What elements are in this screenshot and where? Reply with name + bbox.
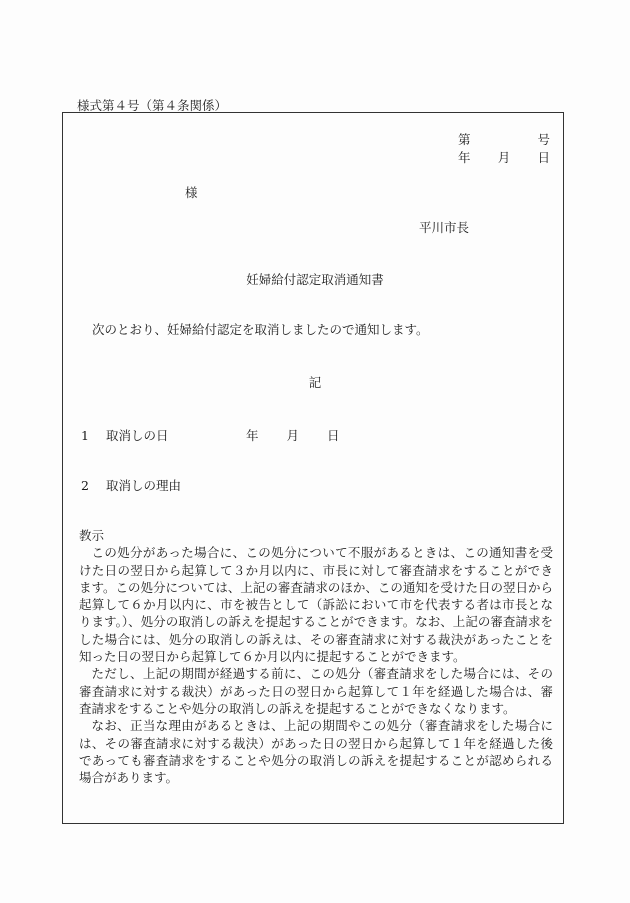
date-day: 日: [537, 150, 550, 165]
item-cancel-reason: [81, 476, 181, 494]
ki-heading: 記: [308, 375, 322, 390]
issuer: 平川市長: [419, 220, 470, 235]
issue-date-line: [458, 148, 550, 166]
item-number: 2: [81, 478, 89, 493]
notice-heading: 教示: [79, 528, 105, 543]
form-label: 様式第４号（第４条関係）: [77, 98, 228, 113]
number-suffix: 号: [537, 132, 550, 147]
appeal-notice: [79, 527, 553, 786]
intro-text: 次のとおり、妊婦給付認定を取消しましたので通知します。: [92, 322, 429, 337]
date-month: 月: [286, 428, 300, 443]
item-cancel-date: [81, 426, 368, 444]
item-label: 取消しの日: [106, 428, 169, 443]
date-day: 日: [327, 428, 340, 443]
document-number-line: [458, 130, 550, 148]
notice-paragraph: なお、正当な理由があるときは、上記の期間やこの処分（審査請求をした場合には、その審査請求に対する裁決）があった日の翌日から起算して１年を経過した後であっても審査請求をすることや処分の取消しの訴えを提起することが認められる場合があります。: [79, 718, 553, 786]
document-title: 妊婦給付認定取消通知書: [246, 272, 384, 287]
addressee: 様: [185, 185, 198, 200]
item-label: 取消しの理由: [106, 478, 182, 493]
number-prefix: 第: [458, 132, 471, 147]
item-number: 1: [81, 428, 89, 443]
notice-paragraph: ただし、上記の期間が経過する前に、この処分（審査請求をした場合には、その審査請求に対する裁決）があった日の翌日から起算して１年を経過した場合は、審査請求をすることや処分の取消しの訴えを提起することができなくなります。: [79, 666, 553, 716]
date-year: 年: [246, 428, 259, 443]
date-month: 月: [497, 150, 511, 165]
date-year: 年: [458, 150, 471, 165]
notice-paragraph: この処分があった場合に、この処分について不服があるときは、この通知書を受けた日の翌日から起算して３か月以内に、市長に対して審査請求をすることができます。この処分については、上記の審査請求のほか、この通知を受けた日の翌日から起算して６か月以内に、市を被告として（訴訟において市を代表する者は市長となります。）、処分の取消しの訴えを提起することができます。なお、上記の審査請求をした場合には、処分の取消しの訴えは、その審査請求に対する裁決があったことを知った日の翌日から起算して６か月以内に提起することができます。: [79, 545, 553, 665]
